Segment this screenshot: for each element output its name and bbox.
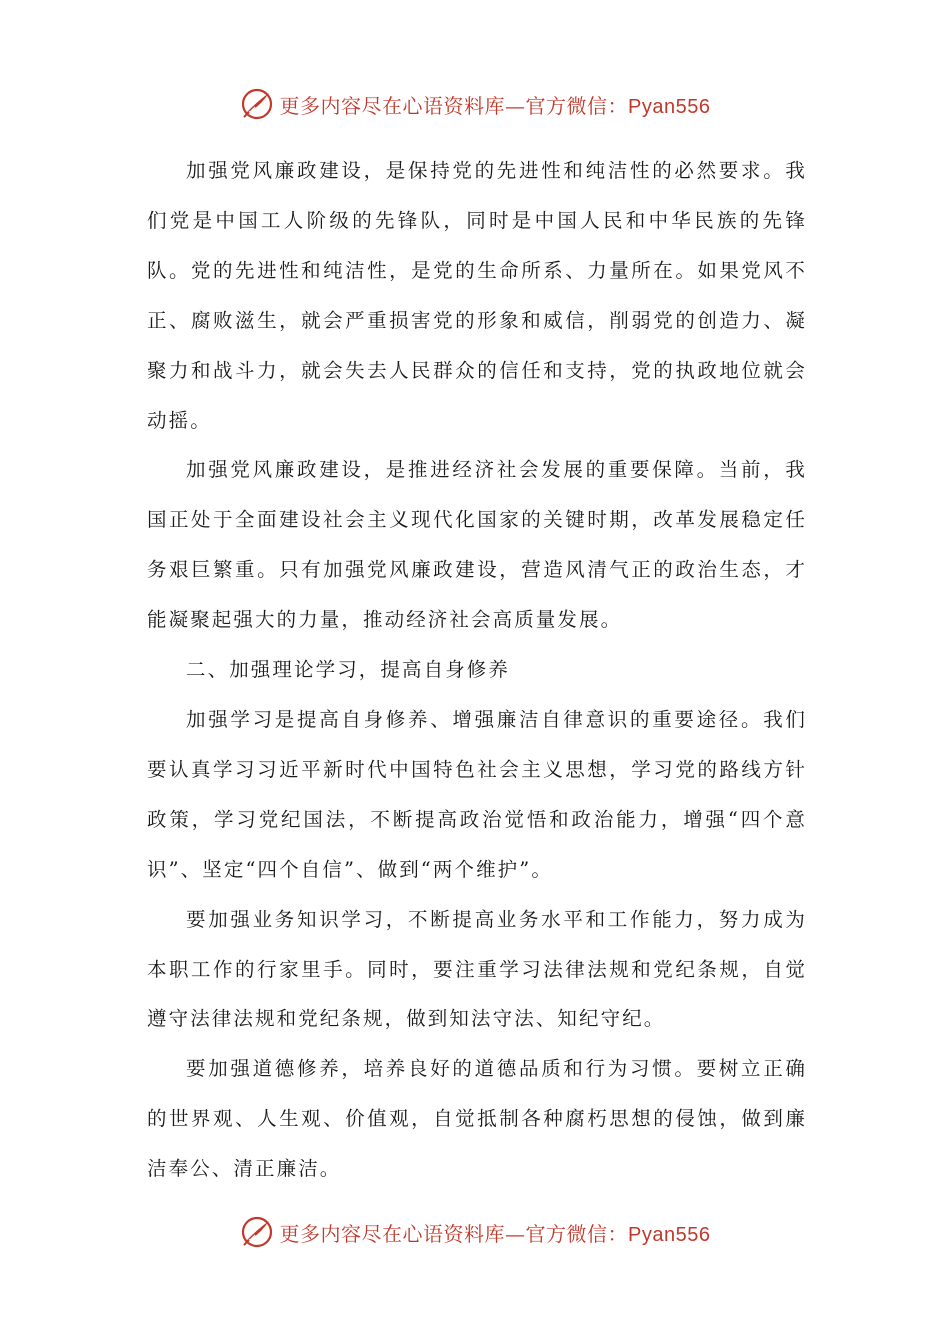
header-watermark-banner xyxy=(0,84,950,124)
section-heading: 二、加强理论学习，提高自身修养 xyxy=(186,658,511,682)
document-body xyxy=(147,146,807,1194)
footer-contact-handle: Pyan556 xyxy=(628,1223,711,1246)
footer-contact-label: 官方微信： xyxy=(525,1221,629,1246)
footer-site-name: 更多内容尽在心语资料库 xyxy=(279,1221,506,1246)
paragraph: 加强党风廉政建设，是保持党的先进性和纯洁性的必然要求。我们党是中国工人阶级的先锋队，同时是中国人民和中华民族的先锋队。党的先进性和纯洁性，是党的生命所系、力量所在。如果党风不正、腐败滋生，就会严重损害党的形象和威信，削弱党的创造力、凝聚力和战斗力，就会失去人民群众的信任和支持，党的执政地位就会动摇。 xyxy=(147,159,807,432)
header-separator: — xyxy=(505,93,526,118)
header-contact-handle: Pyan556 xyxy=(628,95,711,118)
paragraph: 要加强业务知识学习，不断提高业务水平和工作能力，努力成为本职工作的行家里手。同时，要注重学习法律法规和党纪条规，自觉遵守法律法规和党纪条规，做到知法守法、知纪守纪。 xyxy=(147,907,807,1031)
quill-pen-logo-icon xyxy=(240,87,274,121)
paragraph: 加强党风廉政建设，是推进经济社会发展的重要保障。当前，我国正处于全面建设社会主义现代化国家的关键时期，改革发展稳定任务艰巨繁重。只有加强党风廉政建设，营造风清气正的政治生态，才能凝聚起强大的力量，推动经济社会高质量发展。 xyxy=(147,458,807,632)
footer-separator: — xyxy=(505,1221,526,1246)
paragraph: 要加强道德修养，培养良好的道德品质和行为习惯。要树立正确的世界观、人生观、价值观，自觉抵制各种腐朽思想的侵蚀，做到廉洁奉公、清正廉洁。 xyxy=(147,1057,807,1181)
footer-watermark-banner xyxy=(0,1212,950,1252)
header-site-name: 更多内容尽在心语资料库 xyxy=(279,93,506,118)
footer-watermark-text xyxy=(280,1218,711,1247)
quill-pen-logo-icon xyxy=(240,1215,274,1249)
paragraph: 加强学习是提高自身修养、增强廉洁自律意识的重要途径。我们要认真学习习近平新时代中国特色社会主义思想，学习党的路线方针政策，学习党纪国法，不断提高政治觉悟和政治能力，增强“四个意识”、坚定“四个自信”、做到“两个维护”。 xyxy=(147,707,807,881)
header-watermark-text xyxy=(280,90,711,119)
header-contact-label: 官方微信： xyxy=(525,93,629,118)
